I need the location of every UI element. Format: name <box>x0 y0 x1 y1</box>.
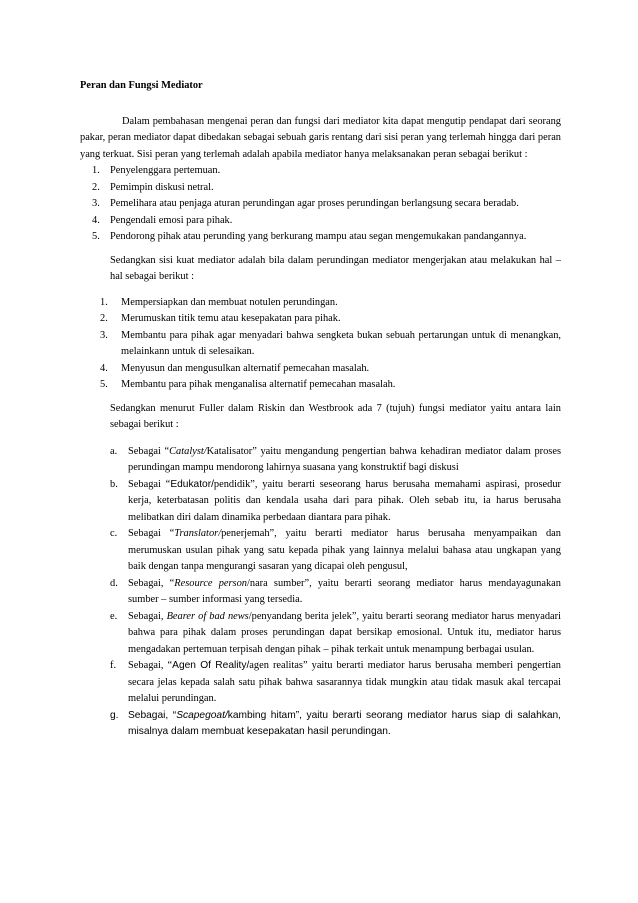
list-item <box>80 708 561 741</box>
list-item <box>80 229 561 246</box>
list-number: 5. <box>100 379 108 390</box>
list-item <box>80 213 561 230</box>
list-item <box>80 361 561 378</box>
function-term: Resource person <box>174 577 247 589</box>
list-item <box>80 377 561 394</box>
function-prefix: Sebagai, “ <box>128 709 177 721</box>
function-description: pendidik”, yaitu berarti seseorang harus berusaha memahami aspirasi, prosedur kerja, keterbatasan politis dan kendala usaha dari para pihak. Oleh sebab itu, ia harus berusaha melibatkan diri dalam dinamika perbedaan diantara para pihak. <box>128 478 561 523</box>
list-letter: f. <box>110 660 117 671</box>
list-number: 1. <box>100 296 108 308</box>
list-item-text: Pemelihara atau penjaga aturan perundingan agar proses perundingan berlangsung secara beradab. <box>110 198 519 209</box>
list-item-text: Membantu para pihak menganalisa alternatif pemecahan masalah. <box>121 379 396 390</box>
function-description: kambing hitam”, yaitu berarti seorang mediator harus siap di salahkan, misalnya dalam membuat kesepakatan hasil perundingan. <box>128 709 561 737</box>
intro-paragraph: Dalam pembahasan mengenai peran dan fungsi dari mediator kita dapat mengutip pendapat dari seorang pakar, peran mediator dapat dibedakan sebagai sebuah garis rentang dari sisi peran yang terlemah hingga dari peran yang terkuat. Sisi peran yang terlemah adalah apabila mediator hanya melaksanakan peran sebagai berikut : <box>80 115 561 160</box>
list-item-text: Merumuskan titik temu atau kesepakatan para pihak. <box>121 313 341 324</box>
function-description: /penyandang berita jelek”, yaitu berarti seorang mediator harus menyadari bahwa para pihak dalam proses perundingan dapat bersikap emosional. Untuk itu, mediator harus mengadakan pertemuan terpisah dengan pihak – pihak terkait untuk menampung berbagai usulan. <box>128 610 561 655</box>
list-number: 2. <box>92 181 100 193</box>
list-item <box>80 196 561 213</box>
function-description: /nara sumber”, yaitu berarti seorang mediator harus mendayagunakan sumber – sumber informasi yang tersedia. <box>128 577 561 605</box>
functions-list <box>80 444 561 741</box>
list-number: 1. <box>92 165 100 176</box>
function-description: agen realitas” yaitu berarti mediator harus berusaha memberi pengertian secara jelas kepada salah satu pihak bahwa sasarannya tidak mungkin atau tidak masuk akal tercapai melalui perundingan. <box>128 660 562 704</box>
function-prefix: Sebagai “ <box>128 445 170 457</box>
list-number: 5. <box>92 231 100 242</box>
list-number: 4. <box>92 214 100 226</box>
list-item <box>80 444 561 477</box>
list-item-text: Pengendali emosi para pihak. <box>110 214 233 226</box>
list-item <box>80 477 561 527</box>
list-number: 3. <box>100 329 108 341</box>
function-term: Bearer of bad news <box>166 610 249 622</box>
list-letter: d. <box>110 577 118 589</box>
function-prefix: Sebagai “ <box>128 528 175 539</box>
strong-roles-list <box>80 295 561 394</box>
function-description: Katalisator” yaitu mengandung pengertian bahwa kehadiran mediator dalam proses perundingan mampu mendorong lahirnya suasana yang konstruktif bagi diskusi <box>128 445 561 473</box>
function-term: Catalyst/ <box>169 445 207 457</box>
list-item-text: Pendorong pihak atau perunding yang berkurang mampu atau segan mengemukakan pandangannya. <box>110 231 527 242</box>
document-title: Peran dan Fungsi Mediator <box>80 80 203 91</box>
function-term: Agen Of Reality/ <box>172 660 250 671</box>
list-letter: c. <box>110 528 118 539</box>
function-description: penerjemah”, yaitu berarti mediator harus berusaha menyampaikan dan merumuskan usulan pihak yang satu kepada pihak yang lainnya melalui bahasa atau ungkapan yang baik dengan tanpa mengurangi sasaran yang dicapai oleh pengusul, <box>128 528 561 572</box>
function-term: Translator/ <box>174 528 222 539</box>
function-prefix: Sebagai, <box>128 610 167 622</box>
list-item <box>80 658 561 708</box>
list-item <box>80 328 561 361</box>
list-letter: e. <box>110 610 118 622</box>
list-letter: g. <box>110 709 119 721</box>
weak-roles-list <box>80 163 561 246</box>
functions-intro: Sedangkan menurut Fuller dalam Riskin dan Westbrook ada 7 (tujuh) fungsi mediator yaitu antara lain sebagai berikut : <box>110 402 561 430</box>
list-item <box>80 576 561 609</box>
list-item <box>80 295 561 312</box>
list-number: 3. <box>92 198 100 209</box>
list-item <box>80 311 561 328</box>
list-letter: b. <box>110 478 118 490</box>
function-prefix: Sebagai “ <box>128 478 171 490</box>
list-item-text: Membantu para pihak agar menyadari bahwa sengketa bukan sebuah pertarungan untuk di menangkan, melainkann untuk di selesaikan. <box>121 329 561 357</box>
list-item-text: Menyusun dan mengusulkan alternatif pemecahan masalah. <box>121 362 370 374</box>
list-item-text: Mempersiapkan dan membuat notulen perundingan. <box>121 296 338 308</box>
list-item <box>80 609 561 659</box>
document-page <box>80 78 561 741</box>
function-prefix: Sebagai, “ <box>128 577 175 589</box>
list-letter: a. <box>110 445 118 457</box>
strong-roles-intro: Sedangkan sisi kuat mediator adalah bila dalam perundingan mediator mengerjakan atau melakukan hal – hal sebagai berikut : <box>110 254 561 282</box>
list-item <box>80 180 561 197</box>
function-term: Edukator/ <box>170 478 214 490</box>
list-number: 2. <box>100 313 108 324</box>
list-item <box>80 163 561 180</box>
list-item-text: Penyelenggara pertemuan. <box>110 165 221 176</box>
function-term: Scapegoat/ <box>176 709 228 721</box>
function-prefix: Sebagai, “ <box>128 660 173 671</box>
list-number: 4. <box>100 362 108 374</box>
list-item <box>80 526 561 576</box>
list-item-text: Pemimpin diskusi netral. <box>110 181 214 193</box>
